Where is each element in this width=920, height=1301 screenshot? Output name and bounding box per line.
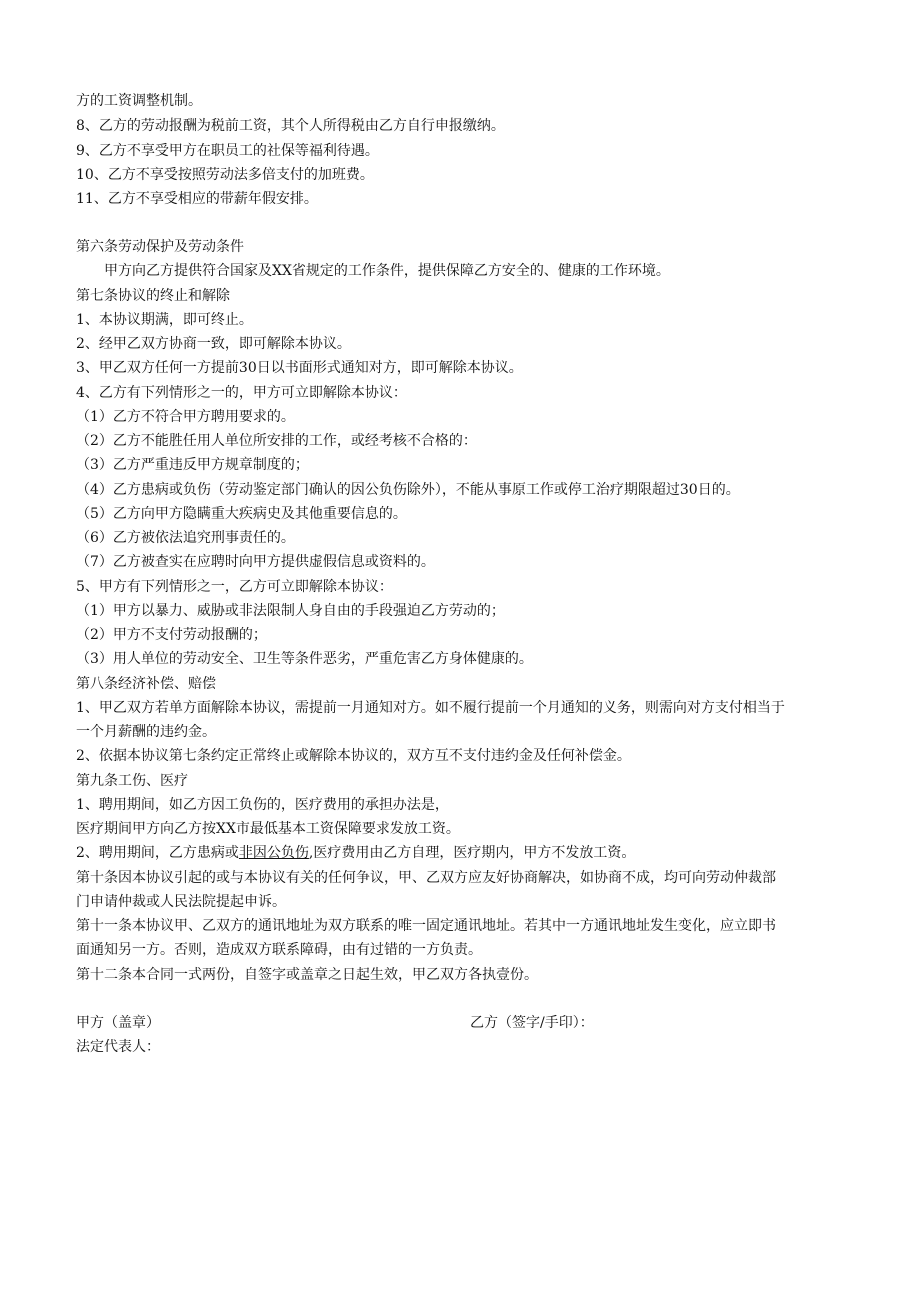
text-line: 医疗期间甲方向乙方按XX市最低基本工资保障要求发放工资。 (76, 821, 460, 837)
text-line: （1）甲方以暴力、威胁或非法限制人身自由的手段强迫乙方劳动的； (76, 603, 505, 619)
text-line: 方的工资调整机制。 (76, 93, 202, 109)
text-line: （2）甲方不支付劳动报酬的； (76, 627, 267, 643)
clause-8: 8、乙方的劳动报酬为税前工资，其个人所得税由乙方自行申报缴纳。 (76, 118, 505, 134)
article-6-heading: 第六条劳动保护及劳动条件 (76, 239, 244, 255)
text-line: 1、甲乙双方若单方面解除本协议，需提前一月通知对方。如不履行提前一个月通知的义务，则需向对方支付相当于 (76, 700, 785, 716)
text-line: 5、甲方有下列情形之一，乙方可立即解除本协议： (76, 579, 393, 595)
text-line: 门申请仲裁或人民法院提起申诉。 (76, 894, 286, 910)
text-line: 3、甲乙双方任何一方提前30日以书面形式通知对方，即可解除本协议。 (76, 360, 523, 376)
text-line: （1）乙方不符合甲方聘用要求的。 (76, 409, 295, 425)
text-line: 1、本协议期满，即可终止。 (76, 312, 253, 328)
text-line: （4）乙方患病或负伤（劳动鉴定部门确认的因公负伤除外），不能从事原工作或停工治疗期限超过30日的。 (76, 482, 740, 498)
text-line: （7）乙方被查实在应聘时向甲方提供虚假信息或资料的。 (76, 554, 435, 570)
article-7-heading: 第七条协议的终止和解除 (76, 288, 230, 304)
text-line: 一个月薪酬的违约金。 (76, 724, 216, 740)
text-line: （3）乙方严重违反甲方规章制度的； (76, 457, 309, 473)
party-a-seal: 甲方（盖章） (76, 1015, 160, 1031)
text-line: 2、经甲乙双方协商一致，即可解除本协议。 (76, 336, 351, 352)
text-line: 面通知另一方。否则，造成双方联系障碍，由有过错的一方负责。 (76, 942, 482, 958)
text-line: （3）用人单位的劳动安全、卫生等条件恶劣，严重危害乙方身体健康的。 (76, 651, 533, 667)
article-9-heading: 第九条工伤、医疗 (76, 773, 188, 789)
medical-prefix: 2、聘用期间，乙方患病或 (76, 845, 239, 861)
text-line: （2）乙方不能胜任用人单位所安排的工作，或经考核不合格的： (76, 433, 477, 449)
text-line: 4、乙方有下列情形之一的，甲方可立即解除本协议： (76, 385, 407, 401)
clause-9: 9、乙方不享受甲方在职员工的社保等福利待遇。 (76, 143, 379, 159)
party-b-signature: 乙方（签字/手印）： (470, 1015, 594, 1031)
text-line: （5）乙方向甲方隐瞒重大疾病史及其他重要信息的。 (76, 506, 407, 522)
medical-suffix: ,医疗费用由乙方自理，医疗期内，甲方不发放工资。 (308, 845, 636, 861)
text-line: 1、聘用期间，如乙方因工负伤的，医疗费用的承担办法是， (76, 797, 449, 813)
article-8-heading: 第八条经济补偿、赔偿 (76, 676, 216, 692)
text-line: 2、依据本协议第七条约定正常终止或解除本协议的，双方互不支付违约金及任何补偿金。 (76, 748, 631, 764)
article-12: 第十二条本合同一式两份，自签字或盖章之日起生效，甲乙双方各执壹份。 (76, 967, 538, 983)
underlined-term: 非因公负伤 (238, 845, 309, 861)
article-11: 第十一条本协议甲、乙双方的通讯地址为双方联系的唯一固定通讯地址。若其中一方通讯地址发生变化，应立即书 (76, 918, 776, 934)
legal-representative: 法定代表人： (76, 1039, 160, 1055)
text-line: （6）乙方被依法追究刑事责任的。 (76, 530, 295, 546)
article-10: 第十条因本协议引起的或与本协议有关的任何争议，甲、乙双方应友好协商解决，如协商不成，均可向劳动仲裁部 (76, 870, 776, 886)
article-6-body: 甲方向乙方提供符合国家及XX省规定的工作条件，提供保障乙方安全的、健康的工作环境。 (104, 263, 670, 279)
medical-clause (76, 843, 635, 863)
clause-10: 10、乙方不享受按照劳动法多倍支付的加班费。 (76, 167, 374, 183)
clause-11: 11、乙方不享受相应的带薪年假安排。 (76, 191, 318, 207)
